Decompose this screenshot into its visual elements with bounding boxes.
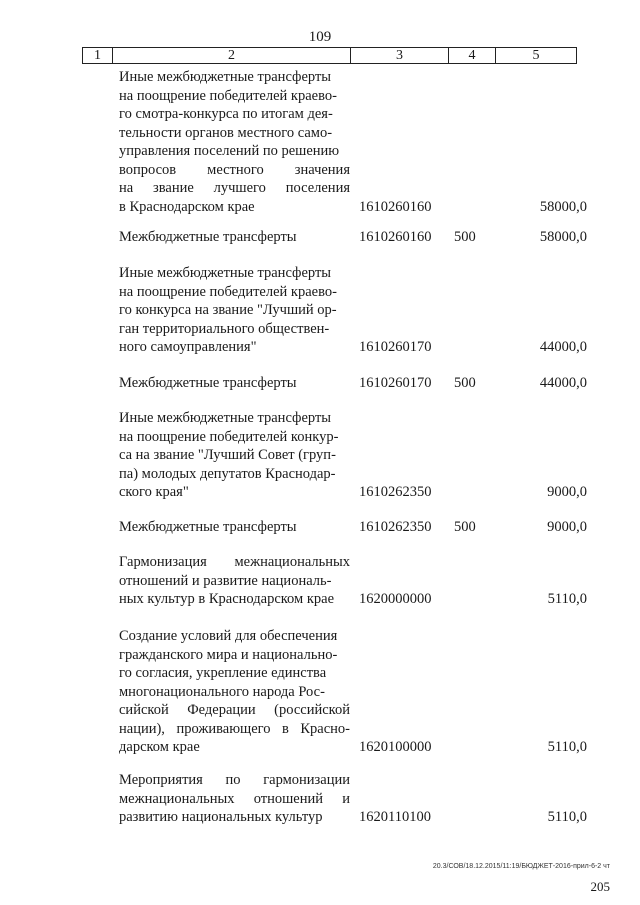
row-name-line: дарском крае (119, 739, 200, 755)
row-name-line: па) молодых депутатов Краснодар- (119, 465, 336, 482)
row-name-line: на поощрение победителей краево- (119, 283, 337, 300)
row-name-line: отношений и развитие националь- (119, 572, 332, 589)
row-code: 1610260170 (359, 375, 432, 391)
row-name (119, 518, 350, 537)
row-name (119, 409, 350, 502)
row-name-line: тельности органов местного само- (119, 124, 333, 141)
row-code: 1610260170 (359, 339, 432, 355)
row-amount: 58000,0 (539, 198, 587, 215)
row-name-line: на поощрение победителей конкур- (119, 428, 339, 445)
row-expense-type: 500 (454, 375, 476, 391)
row-name-line: многонационального народа Рос- (119, 683, 325, 700)
row-amount: 44000,0 (539, 339, 587, 355)
row-name-line: ган территориального обществен- (119, 320, 330, 337)
row-name-line: Межбюджетные трансферты (119, 229, 297, 245)
row-name-line: на звание лучшего поселения (119, 180, 350, 196)
document-reference: 20.3/СОВ/18.12.2015/11:19/БЮДЖЕТ-2016-прил-6-2 чт (432, 863, 610, 870)
column-header-2: 2 (113, 48, 351, 63)
row-name-line: го смотра-конкурса по итогам дея- (119, 106, 333, 122)
page-number: 109 (308, 29, 332, 45)
row-name-line: гражданского мира и национально- (119, 646, 338, 663)
row-name-line: го согласия, укрепление единства (119, 665, 327, 681)
row-name-line: Иные межбюджетные трансферты (119, 265, 332, 281)
row-name-line: Межбюджетные трансферты (119, 375, 297, 391)
row-amount: 58000,0 (539, 229, 587, 245)
row-amount: 5110,0 (547, 591, 587, 607)
row-name-line: ных культур в Краснодарском крае (119, 591, 335, 607)
row-name-line: Иные межбюджетные трансферты (119, 410, 332, 426)
column-header-1: 1 (83, 48, 113, 63)
column-header-3: 3 (351, 48, 449, 63)
row-amount: 5110,0 (547, 739, 587, 755)
row-name-line: вопросов местного значения (119, 161, 350, 178)
row-expense-type: 500 (454, 229, 476, 245)
row-name-line: ского края" (119, 484, 189, 500)
row-code: 1610262350 (359, 519, 432, 535)
row-code: 1610260160 (359, 198, 432, 215)
row-name (119, 228, 350, 247)
row-amount: 9000,0 (547, 519, 587, 535)
row-name-line: са на звание "Лучший Совет (груп- (119, 447, 336, 463)
column-header-5: 5 (532, 48, 540, 63)
column-header-row (82, 47, 577, 64)
row-amount: 5110,0 (547, 809, 587, 825)
row-name (119, 68, 350, 216)
row-name-line: ного самоуправления" (119, 339, 257, 355)
row-name (119, 264, 350, 357)
row-expense-type: 500 (454, 519, 476, 535)
sheet-number: 205 (590, 879, 610, 894)
row-name-line: Создание условий для обеспечения (119, 628, 338, 644)
row-name-line: Иные межбюджетные трансферты (119, 69, 332, 85)
row-name-line: на поощрение победителей краево- (119, 87, 337, 104)
row-amount: 9000,0 (547, 484, 587, 500)
row-name-line: управления поселений по решению (119, 143, 340, 159)
row-name-line: межнациональных отношений и (119, 790, 350, 807)
row-code: 1610262350 (359, 484, 432, 500)
row-name-line: Мероприятия по гармонизации (119, 772, 350, 788)
row-name (119, 374, 350, 393)
row-name-line: Гармонизация межнациональных (119, 554, 350, 570)
row-name (119, 627, 350, 757)
row-code: 1620110100 (359, 809, 431, 825)
row-name-line: Межбюджетные трансферты (119, 519, 297, 535)
row-name (119, 553, 350, 609)
row-name-line: сийской Федерации (российской (119, 702, 350, 718)
column-header-4: 4 (449, 48, 496, 63)
row-amount: 44000,0 (539, 375, 587, 391)
row-name-line: в Краснодарском крае (119, 198, 255, 215)
row-code: 1620000000 (359, 591, 432, 607)
row-name-line: нации), проживающего в Красно- (119, 720, 350, 737)
row-name-line: го конкурса на звание "Лучший ор- (119, 302, 337, 318)
row-name-line: развитию национальных культур (119, 809, 323, 825)
row-code: 1620100000 (359, 739, 432, 755)
row-code: 1610260160 (359, 229, 432, 245)
row-name (119, 771, 350, 827)
